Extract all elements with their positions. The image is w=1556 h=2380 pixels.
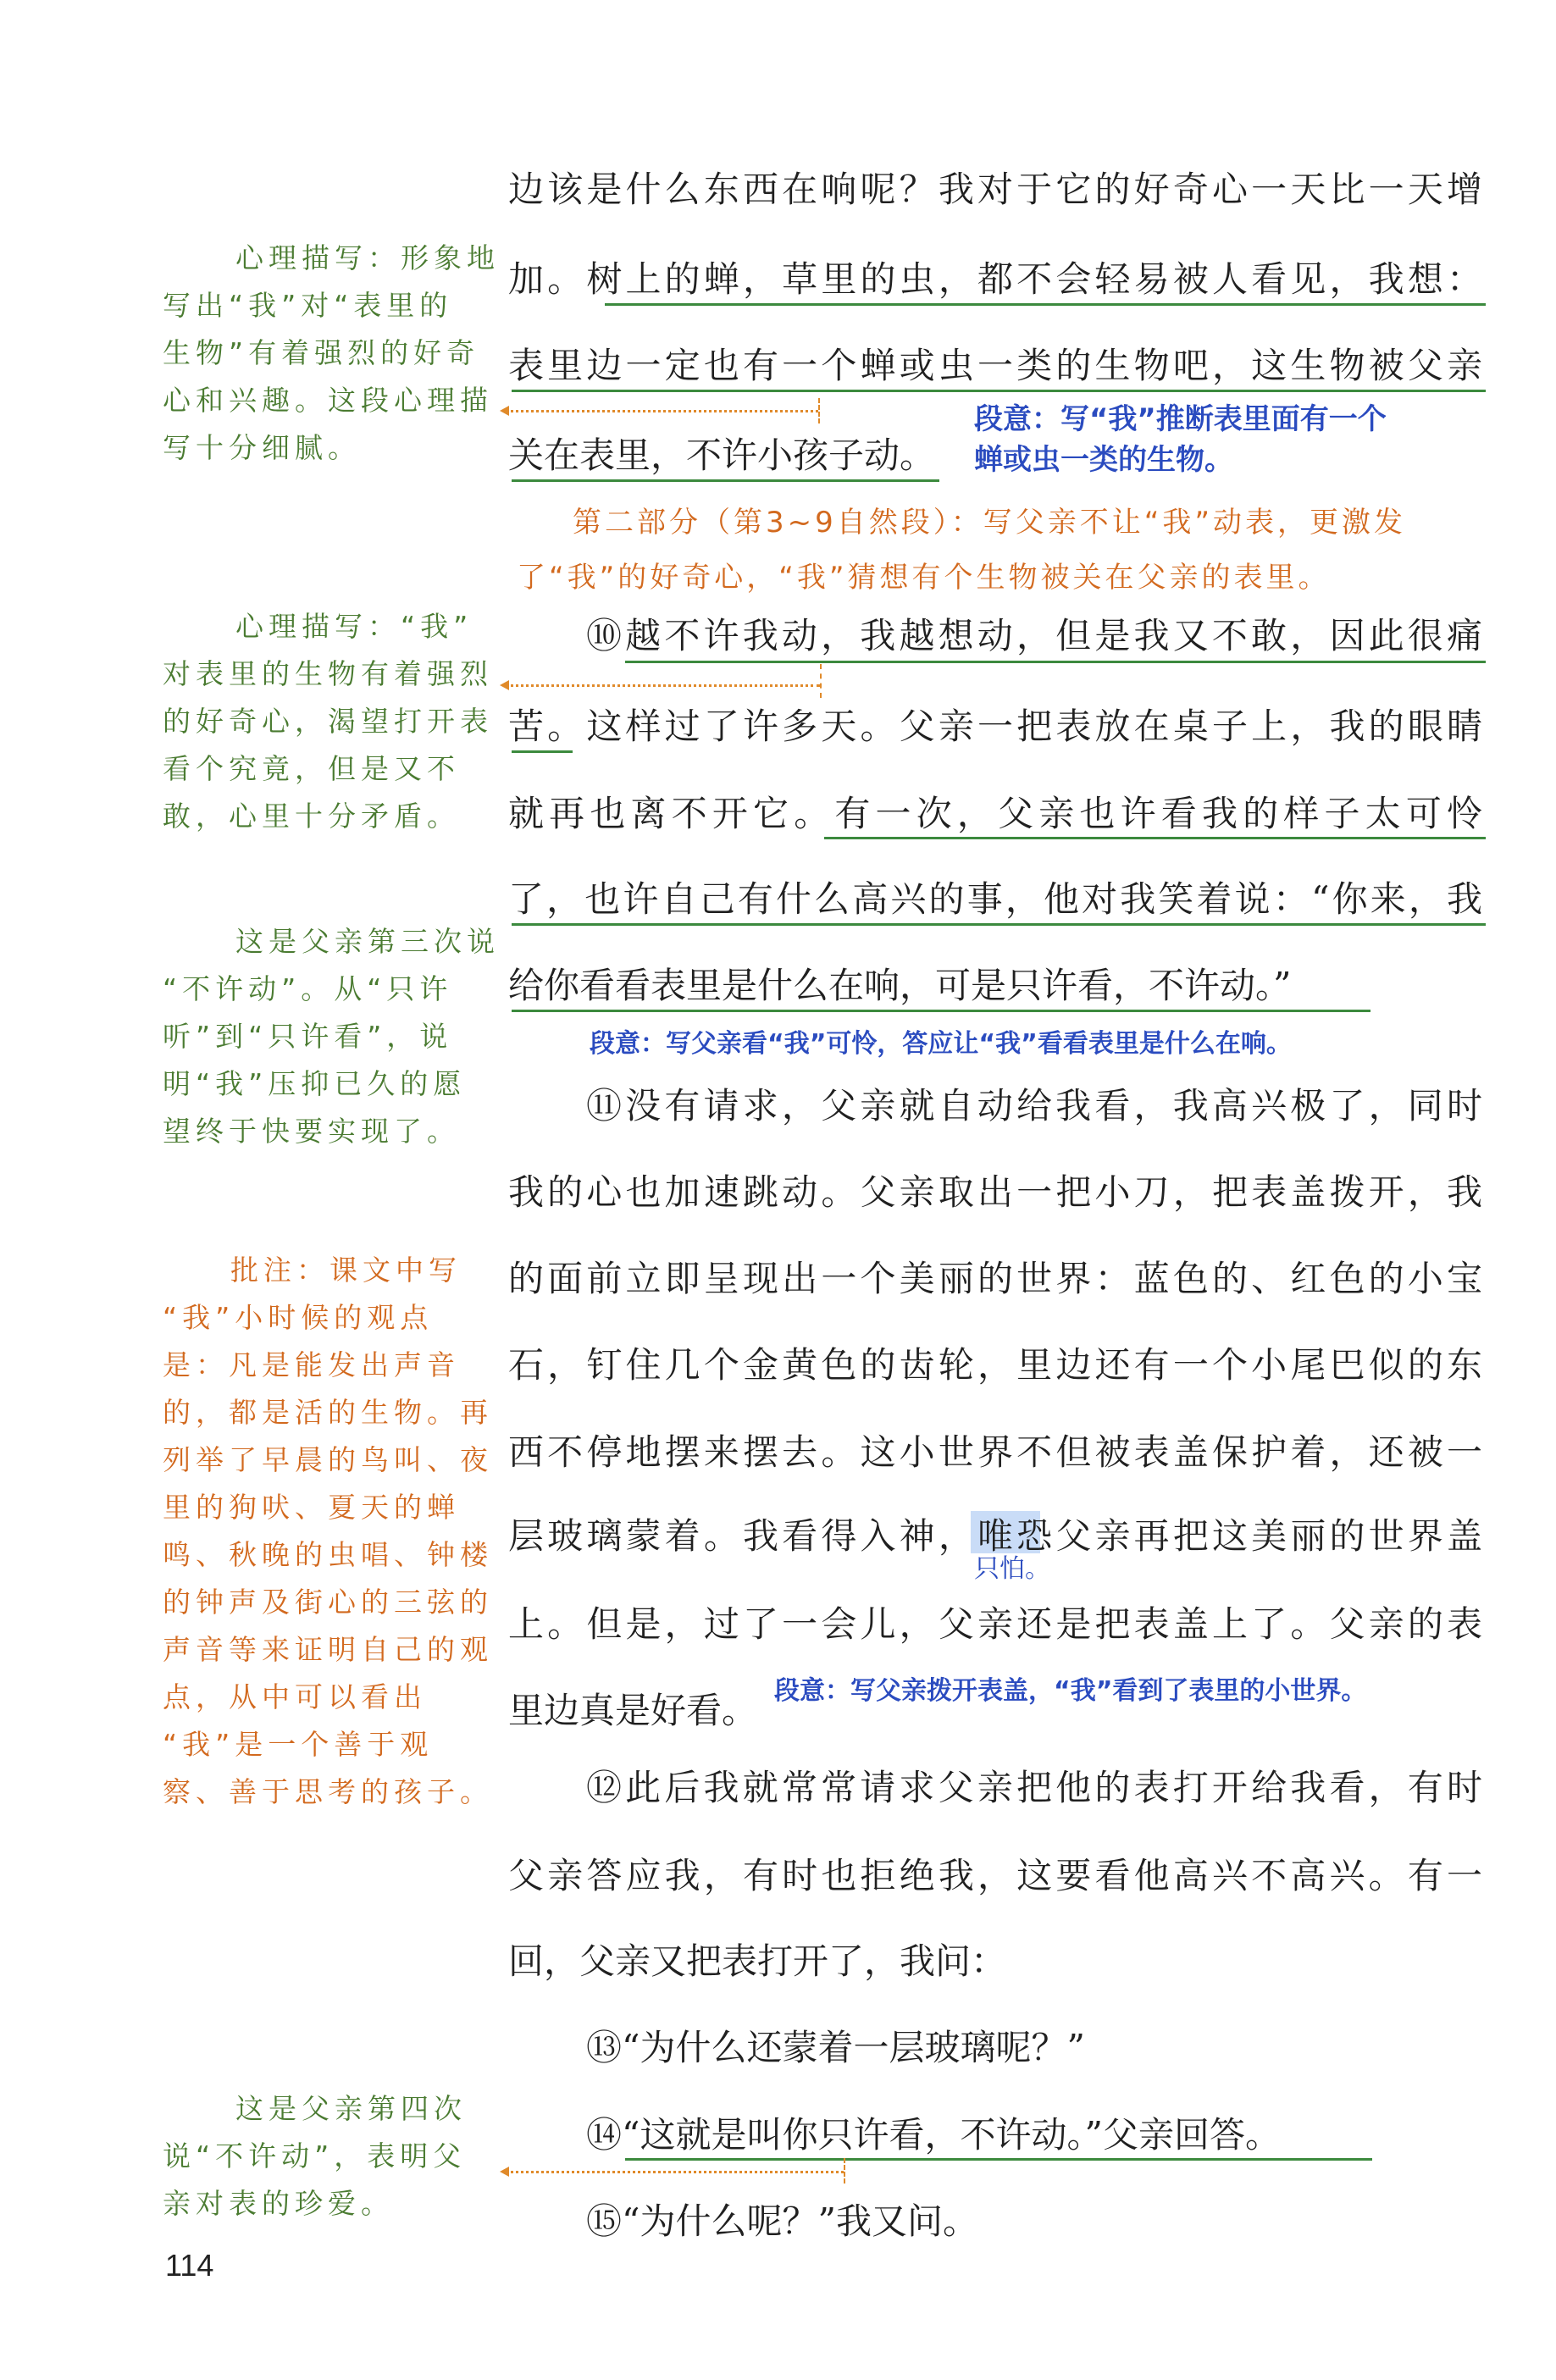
text-line: 苦。这样过了许多天。父亲一把表放在桌子上，我的眼睛 <box>508 706 1482 747</box>
paragraph-10-start: ⑩越不许我动，我越想动，但是我又不敢，因此很痛 <box>586 615 1482 656</box>
annotation-leader <box>505 2171 844 2173</box>
side-note-line: 是：凡是能发出声音 <box>163 1348 460 1381</box>
side-note-line: 写出“我”对“表里的 <box>163 289 453 322</box>
underline <box>512 923 1486 926</box>
side-note-line: 声音等来证明自己的观 <box>163 1633 493 1666</box>
side-note-line: “不许动”。从“只许 <box>163 972 453 1005</box>
text-line: 了，也许自己有什么高兴的事，他对我笑着说：“你来，我 <box>508 878 1482 920</box>
side-note-line: 心理描写：形象地 <box>235 241 500 274</box>
text-line: 加。树上的蝉，草里的虫，都不会轻易被人看见，我想： <box>508 258 1482 300</box>
annotation-leader-tick <box>844 2158 845 2184</box>
side-note-line: 心和兴趣。这段心理描 <box>163 384 493 417</box>
underline <box>512 390 1486 392</box>
side-note-line: 写十分细腻。 <box>163 431 361 464</box>
side-note-line: 这是父亲第三次说 <box>235 925 500 958</box>
underline <box>512 1010 1370 1012</box>
underline <box>512 479 939 482</box>
underline <box>605 303 1486 306</box>
side-note-line: 察、善于思考的孩子。 <box>163 1775 493 1808</box>
side-note-line: 这是父亲第四次 <box>235 2092 467 2125</box>
paragraph-12-start: ⑫此后我就常常请求父亲把他的表打开给我看，有时 <box>586 1767 1482 1808</box>
underline <box>512 750 573 753</box>
side-note-line: 批注：课文中写 <box>230 1254 462 1287</box>
text-line: 关在表里，不许小孩子动。 <box>508 434 936 476</box>
side-note-line: 明“我”压抑已久的愿 <box>163 1067 467 1100</box>
text-line: 就再也离不开它。有一次，父亲也许看我的样子太可怜 <box>508 793 1482 834</box>
side-note-line: 生物”有着强烈的好奇 <box>163 336 480 369</box>
annotation-leader <box>505 410 818 412</box>
side-note-line: 亲对表的珍爱。 <box>163 2187 394 2220</box>
underline <box>625 661 1486 663</box>
paragraph-13: ⑬“为什么还蒙着一层玻璃呢？” <box>586 2027 1085 2068</box>
annotation-leader <box>505 684 820 687</box>
underline <box>625 2158 1372 2161</box>
side-note-line: 望终于快要实现了。 <box>163 1115 460 1148</box>
annotation-leader-tick <box>820 664 822 698</box>
paragraph-11-start: ⑪没有请求，父亲就自动给我看，我高兴极了，同时 <box>586 1085 1482 1126</box>
annotation-leader-tick <box>818 398 820 423</box>
side-note-line: 说“不许动”，表明父 <box>163 2139 467 2172</box>
page-number: 114 <box>165 2248 214 2283</box>
paragraph-summary-note: 段意：写“我”推断表里面有一个 <box>974 402 1387 436</box>
part-summary-line: 第二部分（第3~9自然段）：写父亲不让“我”动表，更激发 <box>573 506 1406 540</box>
side-note-line: “我”小时候的观点 <box>163 1301 434 1334</box>
paragraph-summary-note: 段意：写父亲拨开表盖，“我”看到了表里的小世界。 <box>774 1676 1367 1706</box>
side-note-line: 对表里的生物有着强烈 <box>163 657 493 690</box>
text-line: 层玻璃蒙着。我看得入神，唯恐父亲再把这美丽的世界盖 <box>508 1515 1482 1557</box>
text-line: 给你看看表里是什么在响，可是只许看，不许动。” <box>508 965 1292 1006</box>
text-line: 回，父亲又把表打开了，我问： <box>508 1940 1007 1982</box>
paragraph-15: ⑮“为什么呢？”我又问。 <box>586 2200 978 2242</box>
side-note-1 <box>163 235 500 472</box>
side-note-line: 的好奇心，渴望打开表 <box>163 705 493 738</box>
side-note-3 <box>163 918 500 1155</box>
side-note-line: 里的狗吠、夏天的蝉 <box>163 1491 460 1524</box>
text-line: 上。但是，过了一会儿，父亲还是把表盖上了。父亲的表 <box>508 1603 1482 1645</box>
side-note-4 <box>163 1247 500 1816</box>
side-note-2 <box>163 603 500 840</box>
side-note-line: 听”到“只许看”，说 <box>163 1020 453 1053</box>
text-line: 表里边一定也有一个蝉或虫一类的生物吧，这生物被父亲 <box>508 345 1482 386</box>
side-note-line: 鸣、秋晚的虫唱、钟楼 <box>163 1538 493 1571</box>
word-gloss: 只怕。 <box>974 1554 1050 1584</box>
underline <box>824 837 1486 839</box>
side-note-line: 点，从中可以看出 <box>163 1680 427 1713</box>
text-line: 石，钉住几个金黄色的齿轮，里边还有一个小尾巴似的东 <box>508 1344 1482 1386</box>
part-summary-line: 了“我”的好奇心，“我”猜想有个生物被关在父亲的表里。 <box>517 561 1331 595</box>
side-note-line: 列举了早晨的鸟叫、夜 <box>163 1443 493 1476</box>
text-line: 里边真是好看。 <box>508 1690 758 1731</box>
text-line: 我的心也加速跳动。父亲取出一把小刀，把表盖拨开，我 <box>508 1171 1482 1213</box>
text-line: 边该是什么东西在响呢？我对于它的好奇心一天比一天增 <box>508 169 1482 210</box>
text-line: 的面前立即呈现出一个美丽的世界：蓝色的、红色的小宝 <box>508 1258 1482 1299</box>
side-note-line: 心理描写：“我” <box>235 610 473 643</box>
side-note-line: 敢，心里十分矛盾。 <box>163 800 460 833</box>
side-note-5 <box>163 2085 500 2228</box>
side-note-line: “我”是一个善于观 <box>163 1728 434 1761</box>
paragraph-summary-note: 蝉或虫一类的生物。 <box>974 443 1233 477</box>
side-note-line: 的，都是活的生物。再 <box>163 1396 493 1429</box>
side-note-line: 看个究竟，但是又不 <box>163 752 460 785</box>
paragraph-14: ⑭“这就是叫你只许看，不许动。”父亲回答。 <box>586 2114 1281 2156</box>
text-line: 父亲答应我，有时也拒绝我，这要看他高兴不高兴。有一 <box>508 1855 1482 1896</box>
paragraph-summary-note: 段意：写父亲看“我”可怜，答应让“我”看看表里是什么在响。 <box>590 1029 1292 1059</box>
side-note-line: 的钟声及街心的三弦的 <box>163 1586 493 1619</box>
text-line: 西不停地摆来摆去。这小世界不但被表盖保护着，还被一 <box>508 1431 1482 1473</box>
